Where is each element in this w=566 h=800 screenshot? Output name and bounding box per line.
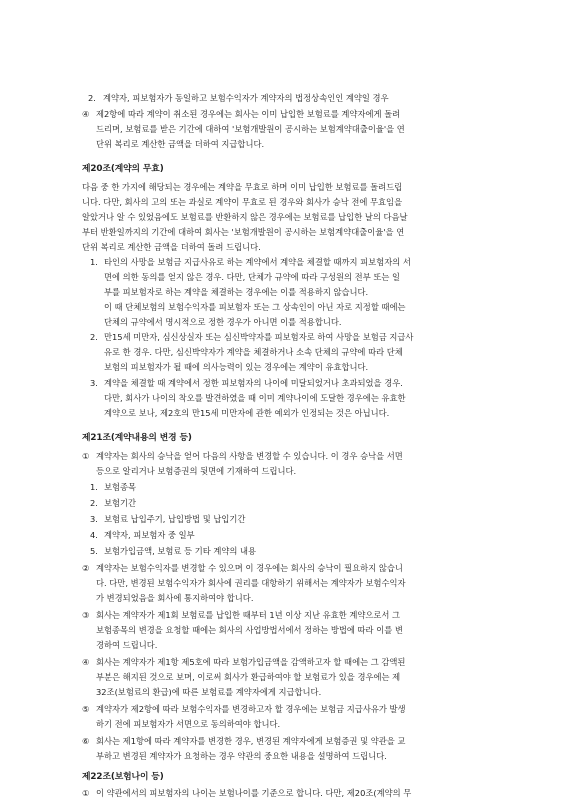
paragraph-text: 등으로 알리거나 보험증권의 뒷면에 기재하여 드립니다. [96, 466, 297, 476]
paragraph-text: 경하여 드립니다. [96, 640, 158, 650]
paragraph-text: 계약자는 회사의 승낙을 얻어 다음의 사항을 변경할 수 있습니다. 이 경우 승낙을 서면 [96, 451, 403, 461]
list-item-text: 보험가입금액, 보험료 등 기타 계약의 내용 [104, 546, 257, 556]
article-heading: 제21조(계약내용의 변경 등) [82, 433, 192, 443]
list-item-text: 계약을 체결할 때 계약에서 정한 피보험자의 나이에 미달되었거나 초과되었을 경우. [104, 378, 403, 388]
paragraph-marker: ⑥ [82, 736, 90, 746]
article-intro-line: 알았거나 알 수 있었음에도 보험료를 반환하지 않은 경우에는 보험료를 납입한 날의 다음날 [82, 212, 408, 222]
article-heading: 제22조(보험나이 등) [82, 772, 164, 782]
list-marker: 1. [90, 482, 98, 492]
list-item-text: 타인의 사망을 보험금 지급사유로 하는 계약에서 계약을 체결할 때까지 피보험자의 서 [104, 257, 411, 267]
list-marker: 3. [90, 514, 98, 524]
list-item-text: 계약으로 보나, 제2호의 만15세 미만자에 관한 예외가 인정되는 것은 아닙니다. [104, 408, 390, 418]
paragraph-text: 회사는 제1항에 따라 계약자를 변경한 경우, 변경된 계약자에게 보험증권 및 약관을 교 [96, 736, 406, 746]
list-item-text: 부를 피보험자로 하는 계약을 체결하는 경우에는 이를 적용하지 않습니다. [104, 287, 369, 297]
paragraph-marker: ④ [82, 109, 90, 119]
paragraph-text: 단위 복리로 계산한 금액을 더하여 지급합니다. [96, 139, 265, 149]
list-item-text: 보험의 피보험자가 될 때에 의사능력이 있는 경우에는 계약이 유효합니다. [104, 362, 369, 372]
list-marker: 1. [90, 257, 98, 267]
paragraph-marker: ① [82, 451, 90, 461]
paragraph-marker: ② [82, 563, 90, 573]
list-marker: 4. [90, 530, 98, 540]
article-heading: 제20조(계약의 무효) [82, 164, 164, 174]
list-marker: 3. [90, 378, 98, 388]
article-intro-line: 부터 반환일까지의 기간에 대하여 회사는 '보험개발원이 공시하는 보험계약대출이율'을 연 [82, 227, 405, 237]
list-marker: 2. [88, 93, 96, 103]
paragraph-marker: ④ [82, 657, 90, 667]
paragraph-text: 32조(보험료의 환급)에 따른 보험료를 계약자에게 지급합니다. [96, 687, 322, 697]
list-item-text: 유로 한 경우. 다만, 심신박약자가 계약을 체결하거나 소속 단체의 규약에 따라 단체 [104, 347, 403, 357]
paragraph-text: 계약자가 제2항에 따라 보험수익자를 변경하고자 할 경우에는 보험금 지급사유가 발생 [96, 704, 406, 714]
paragraph-marker: ① [82, 788, 90, 798]
paragraph-marker: ⑤ [82, 704, 90, 714]
list-item-text: 보험료 납입주기, 납입방법 및 납입기간 [104, 514, 246, 524]
list-item-text: 이 때 단체보험의 보험수익자를 피보험자 또는 그 상속인이 아닌 자로 지정할 때에는 [104, 302, 406, 312]
article-intro-line: 다음 중 한 가지에 해당되는 경우에는 계약을 무효로 하며 이미 납입한 보험료를 돌려드립 [82, 182, 403, 192]
paragraph-text: 보험종목의 변경을 요청할 때에는 회사의 사업방법서에서 정하는 방법에 따라 이를 변 [96, 625, 403, 635]
list-item-text: 보험종목 [104, 482, 137, 492]
list-marker: 2. [90, 332, 98, 342]
paragraph-text: 계약자는 보험수익자를 변경할 수 있으며 이 경우에는 회사의 승낙이 필요하지 않습니 [96, 563, 403, 573]
list-item-text: 보험기간 [104, 498, 137, 508]
list-marker: 5. [90, 546, 98, 556]
article-intro-line: 단위 복리로 계산한 금액을 더하여 돌려 드립니다. [82, 242, 261, 252]
paragraph-marker: ③ [82, 610, 90, 620]
list-marker: 2. [90, 498, 98, 508]
paragraph-text: 회사는 계약자가 제1항 제5호에 따라 보험가입금액을 감액하고자 할 때에는 그 감액된 [96, 657, 406, 667]
list-item-text: 계약자, 피보험자가 동일하고 보험수익자가 계약자의 법정상속인인 계약일 경우 [103, 93, 389, 103]
list-item-text: 면에 의한 동의를 얻지 않은 경우. 다만, 단체가 규약에 따라 구성원의 전부 또는 일 [104, 272, 401, 282]
list-item-text: 만15세 미만자, 심신상실자 또는 심신박약자를 피보험자로 하여 사망을 보험금 지급사 [104, 332, 414, 342]
paragraph-text: 부하고 변경된 계약자가 요청하는 경우 약관의 중요한 내용을 설명하여 드립니다. [96, 751, 387, 761]
list-item-text: 단체의 규약에서 명시적으로 정한 경우가 아니면 이를 적용합니다. [104, 317, 342, 327]
article-intro-line: 니다. 다만, 회사의 고의 또는 과실로 계약이 무효로 된 경우와 회사가 승낙 전에 무효임을 [82, 197, 403, 207]
paragraph-text: 제2항에 따라 계약이 취소된 경우에는 회사는 이미 납입한 보험료를 계약자에게 돌려 [96, 109, 401, 119]
paragraph-text: 이 약관에서의 피보험자의 나이는 보험나이를 기준으로 합니다. 다만, 제20조(계약의 무 [96, 788, 412, 798]
paragraph-text: 부분은 해지된 것으로 보며, 이로써 회사가 환급하여야 할 보험료가 있을 경우에는 제 [96, 672, 401, 682]
list-item-text: 다만, 회사가 나이의 착오를 발견하였을 때 이미 계약나이에 도달한 경우에는 유효한 [104, 393, 406, 403]
paragraph-text: 다. 다만, 변경된 보험수익자가 회사에 권리를 대항하기 위해서는 계약자가 보험수익자 [96, 578, 406, 588]
paragraph-text: 가 변경되었음을 회사에 통지하여야 합니다. [96, 593, 254, 603]
paragraph-text: 회사는 계약자가 제1회 보험료를 납입한 때부터 1년 이상 지난 유효한 계약으로서 그 [96, 610, 401, 620]
list-item-text: 계약자, 피보험자 중 일부 [104, 530, 195, 540]
paragraph-text: 드리며, 보험료를 받은 기간에 대하여 '보험개발원이 공시하는 보험계약대출이율'을 연 [96, 124, 405, 134]
paragraph-text: 하기 전에 피보험자가 서면으로 동의하여야 합니다. [96, 719, 281, 729]
